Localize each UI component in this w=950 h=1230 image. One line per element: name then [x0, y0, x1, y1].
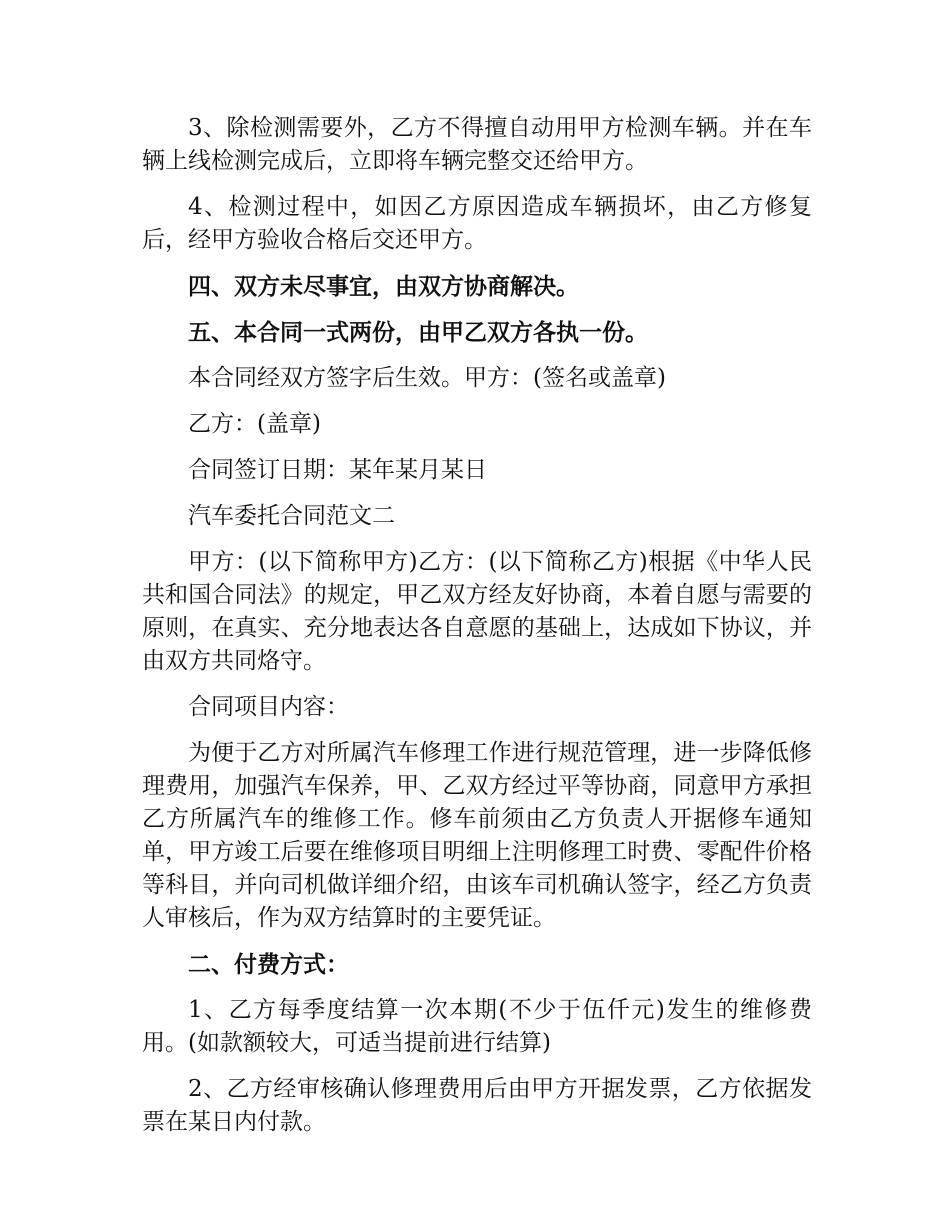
clause-4-vehicle-damage: 4、检测过程中，如因乙方原因造成车辆损坏，由乙方修复后，经甲方验收合格后交还甲方。 — [142, 194, 812, 253]
parties-preamble: 甲方：(以下简称甲方)乙方：(以下简称乙方)根据《中华人民共和国合同法》的规定，甲乙双方经友好协商，本着自愿与需要的原则，在真实、充分地表达各自意愿的基础上，达成如下协议，并由双方共同烙守。 — [142, 549, 812, 674]
payment-clause-2: 2、乙方经审核确认修理费用后由甲方开据发票，乙方依据发票在某日内付款。 — [142, 1076, 812, 1135]
section-5-heading: 五、本合同一式两份，由甲乙双方各执一份。 — [188, 319, 648, 346]
document-body — [142, 112, 812, 1152]
project-content-heading: 合同项目内容： — [188, 694, 349, 720]
section-4-heading: 四、双方未尽事宜，由双方协商解决。 — [188, 273, 579, 300]
payment-clause-1: 1、乙方每季度结算一次本期(不少于伍仟元)发生的维修费用。(如款额较大，可适当提前进行结算) — [142, 997, 812, 1056]
signing-date: 合同签订日期：某年某月某日 — [188, 457, 487, 483]
effective-clause-party-a-signature: 本合同经双方签字后生效。甲方：(签名或盖章) — [188, 365, 666, 391]
clause-3-vehicle-use: 3、除检测需要外，乙方不得擅自动用甲方检测车辆。并在车辆上线检测完成后，立即将车辆完整交还给甲方。 — [142, 115, 812, 174]
project-content-body: 为便于乙方对所属汽车修理工作进行规范管理，进一步降低修理费用，加强汽车保养，甲、乙双方经过平等协商，同意甲方承担乙方所属汽车的维修工作。修车前须由乙方负责人开据修车通知单，甲方竣工后要在维修项目明细上注明修理工时费、零配件价格等科目，并向司机做详细介绍，由该车司机确认签字，经乙方负责人审核后，作为双方结算时的主要凭证。 — [142, 740, 812, 931]
party-b-seal: 乙方：(盖章) — [188, 411, 321, 437]
sample-two-title: 汽车委托合同范文二 — [188, 503, 395, 529]
payment-method-heading: 二、付费方式： — [188, 951, 349, 978]
